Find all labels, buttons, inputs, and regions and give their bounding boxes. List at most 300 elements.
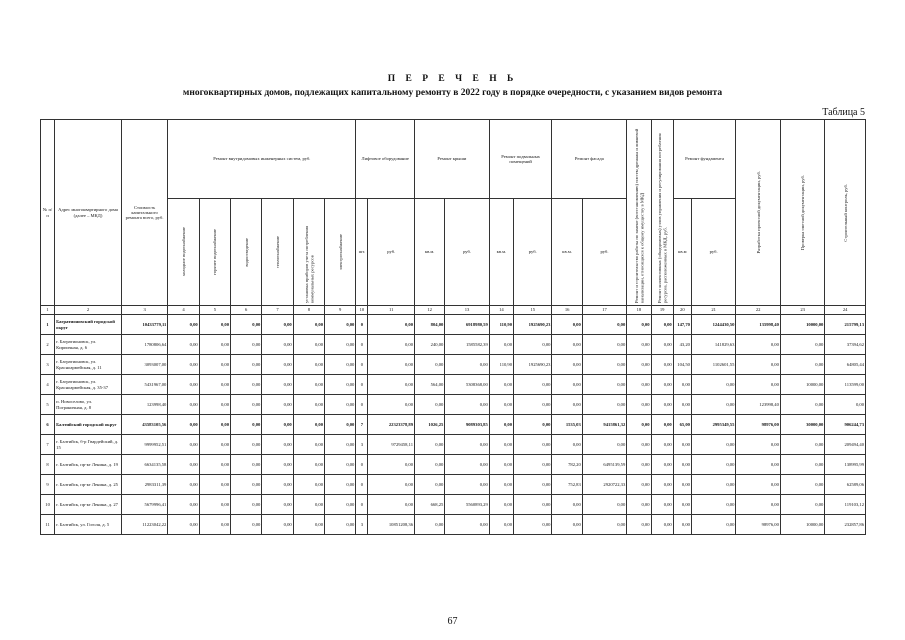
row-value: 0,00: [582, 435, 626, 455]
row-value: 0,00: [514, 495, 552, 515]
header-basement: Ремонт подвальных помещений: [489, 120, 552, 199]
row-value: 0,00: [368, 355, 415, 375]
row-value: 0,00: [199, 315, 230, 335]
row-value: 0,00: [415, 475, 445, 495]
row-value: 5679996,41: [121, 495, 168, 515]
column-number: 2: [55, 306, 122, 315]
column-number: 3: [121, 306, 168, 315]
row-value: 0,00: [445, 455, 489, 475]
row-value: 0,00: [368, 395, 415, 415]
document-title: П Е Р Е Ч Е Н Ь: [387, 74, 518, 84]
column-number: 13: [445, 306, 489, 315]
row-value: 0,00: [736, 475, 780, 495]
row-value: 0,00: [199, 455, 230, 475]
row-value: 0,00: [199, 395, 230, 415]
row-value: 0,00: [293, 335, 324, 355]
row-value: 1026,25: [415, 415, 445, 435]
row-value: 6918980,59: [445, 315, 489, 335]
row-value: 0,00: [262, 355, 293, 375]
row-value: 0,00: [514, 475, 552, 495]
row-value: 0,00: [489, 435, 513, 455]
row-value: 564,00: [415, 375, 445, 395]
row-address: Балтийский городской округ: [55, 415, 122, 435]
row-value: 0,00: [262, 315, 293, 335]
row-value: 0,00: [168, 415, 199, 435]
row-value: 0,00: [368, 455, 415, 475]
column-number: 12: [415, 306, 445, 315]
row-value: 0,00: [325, 455, 356, 475]
row-value: 0,00: [293, 435, 324, 455]
row-value: 0,00: [415, 395, 445, 415]
header-project-docs: Разработка проектной документации, руб.: [736, 120, 780, 306]
row-value: 0,00: [199, 415, 230, 435]
header-internal-systems: Ремонт внутридомовых инженерных систем, руб.: [168, 120, 356, 199]
row-address: п. Новоселово, ул. Пограничная, д. 8: [55, 395, 122, 415]
row-value: 0,00: [552, 495, 582, 515]
table-label: Таблица 5: [822, 107, 865, 118]
row-value: 0,00: [514, 395, 552, 415]
row-value: 138995,99: [825, 455, 866, 475]
column-number: 20: [673, 306, 691, 315]
row-value: 0,00: [199, 515, 230, 535]
column-number: 16: [552, 306, 582, 315]
row-value: 0,00: [514, 415, 552, 435]
row-value: 5308368,00: [445, 375, 489, 395]
row-address: г. Багратионовск, ул. Красноармейская, д. 35-37: [55, 375, 122, 395]
header-basement-rub: руб.: [514, 199, 552, 306]
row-value: 0,00: [368, 375, 415, 395]
row-value: 0,00: [552, 355, 582, 375]
row-value: 0,00: [489, 475, 513, 495]
row-value: 0,00: [582, 375, 626, 395]
row-value: 9729458,11: [368, 435, 415, 455]
row-value: 0,00: [445, 475, 489, 495]
row-address: г. Балтийск, пр-кт Ленина, д. 27: [55, 495, 122, 515]
row-value: 5431967,00: [121, 375, 168, 395]
column-number: 22: [736, 306, 780, 315]
row-value: 0,00: [627, 315, 651, 335]
column-number: 14: [489, 306, 513, 315]
row-address: Багратионовский городской округ: [55, 315, 122, 335]
row-value: 2920722,33: [582, 475, 626, 495]
column-number: 6: [231, 306, 262, 315]
row-value: 0,00: [627, 375, 651, 395]
row-number: 10: [41, 495, 55, 515]
row-value: 0,00: [489, 395, 513, 415]
row-address: г. Балтийск, пр-кт Ленина, д. 25: [55, 475, 122, 495]
row-value: 0,00: [445, 395, 489, 415]
row-value: 0,00: [325, 375, 356, 395]
row-value: 0: [356, 315, 368, 335]
row-value: 0,00: [736, 375, 780, 395]
row-value: 0: [356, 335, 368, 355]
header-roof-unit: кв.м.: [415, 199, 445, 306]
row-value: 0,00: [691, 475, 735, 495]
row-value: 0,00: [262, 515, 293, 535]
row-value: 43,20: [673, 335, 691, 355]
row-value: 0,00: [293, 395, 324, 415]
row-value: 0,00: [489, 375, 513, 395]
row-value: 0,00: [582, 495, 626, 515]
row-value: 0,00: [168, 515, 199, 535]
column-number: 15: [514, 306, 552, 315]
row-value: 0,00: [651, 415, 673, 435]
header-facade-unit: кв.м.: [552, 199, 582, 306]
row-address: г. Балтийск, б-р Гвардейский, д. 15: [55, 435, 122, 455]
header-foundation-unit: кв.м: [673, 199, 691, 306]
header-electric: электроснабжение: [325, 199, 356, 306]
table-row: [41, 335, 866, 355]
row-value: 10000,00: [780, 375, 824, 395]
row-value: 0,00: [651, 435, 673, 455]
column-number: 17: [582, 306, 626, 315]
column-number: 10: [356, 306, 368, 315]
row-value: 135998,40: [736, 315, 780, 335]
header-num: № п/п: [41, 120, 55, 306]
row-value: 0,00: [293, 375, 324, 395]
row-number: 11: [41, 515, 55, 535]
row-value: 113599,00: [825, 375, 866, 395]
row-value: 0,00: [552, 515, 582, 535]
row-value: 0,00: [651, 495, 673, 515]
row-value: 0,00: [231, 515, 262, 535]
row-value: 110,90: [489, 315, 513, 335]
row-value: 0,00: [552, 315, 582, 335]
row-value: 0,00: [582, 335, 626, 355]
column-number: 5: [199, 306, 230, 315]
row-value: 0,00: [691, 375, 735, 395]
row-value: 0,00: [651, 475, 673, 495]
row-number: 3: [41, 355, 55, 375]
row-value: 0,00: [651, 515, 673, 535]
row-value: 0,00: [780, 395, 824, 415]
repair-register-table: [40, 119, 866, 535]
row-value: 2983311,39: [121, 475, 168, 495]
row-value: 0,00: [368, 475, 415, 495]
row-value: 0,00: [736, 355, 780, 375]
header-meters: установка приборов учета потребления коммунальных ресурсов: [293, 199, 324, 306]
row-value: 0,00: [691, 515, 735, 535]
row-value: 0,00: [293, 495, 324, 515]
header-lift: Лифтовое оборудование: [356, 120, 415, 199]
row-value: 0,00: [231, 315, 262, 335]
row-value: 215799,13: [825, 315, 866, 335]
row-value: 123998,40: [736, 395, 780, 415]
row-number: 9: [41, 475, 55, 495]
row-value: 0,00: [168, 315, 199, 335]
row-value: 0,00: [780, 475, 824, 495]
row-value: 668,25: [415, 495, 445, 515]
row-value: 0,00: [736, 335, 780, 355]
table-row-district-total: [41, 415, 866, 435]
row-value: 752,83: [552, 475, 582, 495]
column-number: 1: [41, 306, 55, 315]
row-address: г. Багратионовск, ул. Красноармейская, д. 11: [55, 355, 122, 375]
row-value: 9415861,32: [582, 415, 626, 435]
row-value: 0,00: [627, 415, 651, 435]
row-value: 0,00: [262, 375, 293, 395]
table-row: [41, 515, 866, 535]
row-value: 0,00: [780, 355, 824, 375]
row-value: 240,00: [415, 335, 445, 355]
column-number: 23: [780, 306, 824, 315]
column-number: 7: [262, 306, 293, 315]
row-value: 0,00: [168, 455, 199, 475]
row-value: 0,00: [168, 375, 199, 395]
row-value: 0,00: [168, 475, 199, 495]
row-value: 141829,63: [691, 335, 735, 355]
header-estimate-check: Проверка сметной документации, руб.: [780, 120, 824, 306]
table-row: [41, 475, 866, 495]
row-value: 0,00: [325, 495, 356, 515]
row-value: 0,00: [368, 335, 415, 355]
row-value: 0,00: [627, 435, 651, 455]
row-value: 0,00: [736, 455, 780, 475]
row-value: 0,00: [262, 495, 293, 515]
row-value: 0,00: [691, 495, 735, 515]
row-value: 906244,73: [825, 415, 866, 435]
row-value: 0,00: [231, 415, 262, 435]
row-value: 0: [356, 355, 368, 375]
row-value: 1244430,50: [691, 315, 735, 335]
row-value: 0,00: [231, 375, 262, 395]
row-value: 0,00: [673, 435, 691, 455]
row-value: 0,00: [293, 415, 324, 435]
row-value: 0,00: [489, 335, 513, 355]
row-value: 104,50: [673, 355, 691, 375]
row-value: 0: [356, 455, 368, 475]
row-number: 5: [41, 395, 55, 415]
row-value: 11223042,22: [121, 515, 168, 535]
row-value: 0,00: [325, 355, 356, 375]
row-value: 0,00: [231, 335, 262, 355]
row-value: 0,00: [445, 515, 489, 535]
row-value: 0: [356, 375, 368, 395]
row-value: 0,00: [651, 375, 673, 395]
header-address: Адрес многоквартирного дома (далее – МКД): [55, 120, 122, 306]
row-value: 0,00: [552, 375, 582, 395]
row-value: 1925690,23: [514, 315, 552, 335]
header-foundation: Ремонт фундамента: [673, 120, 736, 199]
header-cost: Стоимость капитального ремонта всего, руб.: [121, 120, 168, 306]
row-value: 1925690,23: [514, 355, 552, 375]
row-value: 10000,00: [780, 315, 824, 335]
column-number: 8: [293, 306, 324, 315]
row-value: 1535,03: [552, 415, 582, 435]
header-cold-water: холодное водоснабжение: [168, 199, 199, 306]
row-value: 0,00: [514, 335, 552, 355]
row-value: 0,00: [582, 355, 626, 375]
row-value: 22323378,89: [368, 415, 415, 435]
table-row: [41, 435, 866, 455]
row-value: 0,00: [445, 435, 489, 455]
row-value: 0,00: [582, 395, 626, 415]
row-value: 0,00: [582, 315, 626, 335]
row-value: 0,00: [627, 335, 651, 355]
header-basement-unit: кв.м.: [489, 199, 513, 306]
row-value: 0,00: [325, 335, 356, 355]
row-value: 64805,44: [825, 355, 866, 375]
row-value: 0,00: [168, 495, 199, 515]
row-value: 0,00: [673, 495, 691, 515]
row-value: 209494,40: [825, 435, 866, 455]
row-address: г. Балтийск, пр-кт Ленина, д. 19: [55, 455, 122, 475]
header-roof-rub: руб.: [445, 199, 489, 306]
column-number: 19: [651, 306, 673, 315]
row-value: 0,00: [168, 395, 199, 415]
column-number: 21: [691, 306, 735, 315]
row-value: 147,70: [673, 315, 691, 335]
row-value: 0,00: [514, 375, 552, 395]
row-value: 0,00: [231, 495, 262, 515]
table-row: [41, 495, 866, 515]
row-value: 0,00: [780, 495, 824, 515]
row-value: 0,00: [168, 335, 199, 355]
row-value: 0,00: [415, 455, 445, 475]
row-value: 0,00: [514, 435, 552, 455]
row-value: 0,00: [736, 495, 780, 515]
row-value: 0,00: [552, 435, 582, 455]
row-value: 0,00: [368, 315, 415, 335]
row-value: 0,00: [325, 515, 356, 535]
header-drainage-work: Ремонт и строительство работы по замене (восстановлению) систем дренажа и ливневой канализации, относящихся к общему имуществу в МКД: [627, 120, 651, 306]
row-value: 0,00: [415, 355, 445, 375]
row-value: 0,00: [627, 355, 651, 375]
row-value: 0,00: [231, 475, 262, 495]
row-value: 0,00: [325, 315, 356, 335]
row-number: 2: [41, 335, 55, 355]
row-value: 6634135,58: [121, 455, 168, 475]
row-value: 0,00: [627, 515, 651, 535]
page-number: 67: [447, 616, 458, 627]
row-value: 0,00: [651, 335, 673, 355]
row-value: 0,00: [325, 415, 356, 435]
row-value: 6495139,59: [582, 455, 626, 475]
row-value: 0,00: [325, 395, 356, 415]
row-value: 0,00: [231, 455, 262, 475]
row-value: 1102601,55: [691, 355, 735, 375]
row-value: 0,00: [673, 515, 691, 535]
row-address: г. Багратионовск, ул. Кирпичная, д. 6: [55, 335, 122, 355]
row-value: 9999952,51: [121, 435, 168, 455]
header-collective-devices: Ремонт коллективных (общедомовых) узлов управления и регулирования потребления ресурсов, расположенных в МКД, руб.: [651, 120, 673, 306]
row-value: 0,00: [673, 475, 691, 495]
row-value: 0,00: [415, 515, 445, 535]
row-value: 1780806,64: [121, 335, 168, 355]
row-value: 0,00: [262, 395, 293, 415]
row-value: 2995349,55: [691, 415, 735, 435]
row-value: 0,00: [552, 335, 582, 355]
row-number: 4: [41, 375, 55, 395]
row-value: 10433779,11: [121, 315, 168, 335]
row-value: 3: [356, 435, 368, 455]
row-value: 0,00: [262, 475, 293, 495]
column-number: 9: [325, 306, 356, 315]
row-value: 0,00: [673, 375, 691, 395]
header-supervision: Строительный контроль, руб.: [825, 120, 866, 306]
row-value: 0,00: [368, 495, 415, 515]
row-value: 0: [356, 475, 368, 495]
row-value: 232857,86: [825, 515, 866, 535]
header-facade: Ремонт фасада: [552, 120, 627, 199]
row-value: 0,00: [489, 515, 513, 535]
row-value: 0,00: [445, 355, 489, 375]
row-value: 0,00: [673, 455, 691, 475]
table-row-district-total: [41, 315, 866, 335]
row-value: 0,00: [199, 475, 230, 495]
row-value: 0,00: [780, 455, 824, 475]
column-number: 24: [825, 306, 866, 315]
table-row: [41, 355, 866, 375]
row-value: 0,00: [691, 435, 735, 455]
header-hot-water: горячее водоснабжение: [199, 199, 230, 306]
row-value: 0,00: [293, 355, 324, 375]
row-value: 0,00: [262, 415, 293, 435]
row-address: г. Балтийск, ул. Гоголя, д. 5: [55, 515, 122, 535]
row-value: 0,00: [293, 515, 324, 535]
row-value: 0,00: [168, 355, 199, 375]
row-value: 62589,06: [825, 475, 866, 495]
row-value: 0,00: [780, 435, 824, 455]
document-subtitle: многоквартирных домов, подлежащих капитальному ремонту в 2022 году в порядке очередности, с указанием видов ремонта: [182, 88, 723, 98]
column-number: 4: [168, 306, 199, 315]
row-number: 8: [41, 455, 55, 475]
row-value: 0,00: [293, 475, 324, 495]
header-foundation-rub: руб.: [691, 199, 735, 306]
row-value: 0: [356, 495, 368, 515]
row-value: 0,00: [825, 395, 866, 415]
row-value: 3093007,00: [121, 355, 168, 375]
row-value: 0,00: [199, 495, 230, 515]
header-sewerage: водоотведение: [231, 199, 262, 306]
row-value: 0,00: [262, 455, 293, 475]
row-value: 7: [356, 415, 368, 435]
row-value: 0,00: [262, 335, 293, 355]
row-value: 0,00: [325, 475, 356, 495]
row-value: 3: [356, 515, 368, 535]
row-value: 0: [356, 395, 368, 415]
row-value: 0,00: [651, 315, 673, 335]
header-roof: Ремонт крыши: [415, 120, 490, 199]
row-value: 110,90: [489, 355, 513, 375]
header-lift-rub: руб.: [368, 199, 415, 306]
column-number-row: [41, 306, 866, 315]
row-value: 0,00: [514, 455, 552, 475]
row-value: 37394,62: [825, 335, 866, 355]
row-number: 1: [41, 315, 55, 335]
row-value: 98976,00: [736, 415, 780, 435]
row-value: 0,00: [168, 435, 199, 455]
row-value: 0,00: [489, 495, 513, 515]
row-value: 10000,00: [780, 515, 824, 535]
row-value: 0,00: [262, 435, 293, 455]
header-heating: теплоснабжение: [262, 199, 293, 306]
row-value: 0,00: [627, 495, 651, 515]
row-value: 30000,00: [780, 415, 824, 435]
row-value: 0,00: [293, 455, 324, 475]
row-value: 10851208,36: [368, 515, 415, 535]
table-row: [41, 455, 866, 475]
row-value: 0,00: [231, 435, 262, 455]
row-value: 65,00: [673, 415, 691, 435]
row-value: 9089303,85: [445, 415, 489, 435]
row-value: 0,00: [199, 355, 230, 375]
row-value: 0,00: [489, 455, 513, 475]
row-value: 804,00: [415, 315, 445, 335]
row-value: 0,00: [293, 315, 324, 335]
row-value: 0,00: [231, 395, 262, 415]
row-value: 0,00: [489, 415, 513, 435]
